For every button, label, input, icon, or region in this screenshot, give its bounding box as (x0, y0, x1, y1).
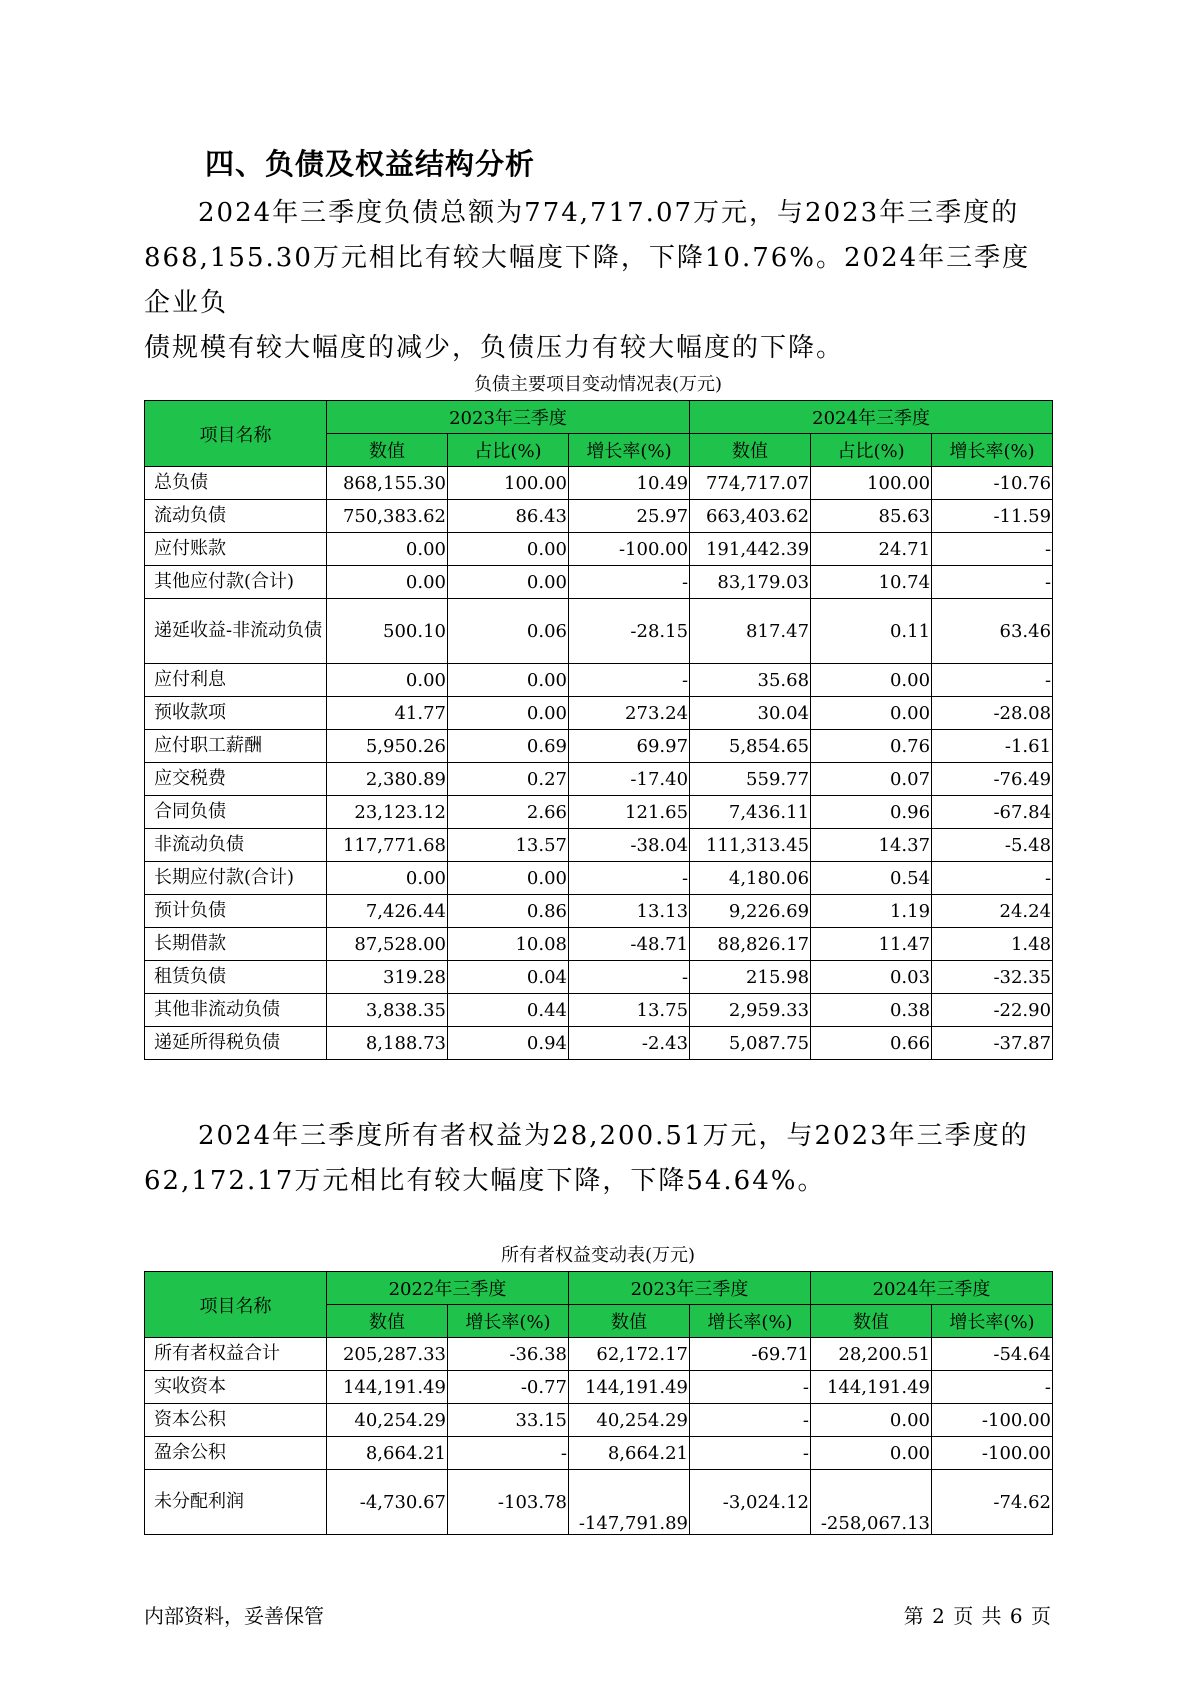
row-label-cell: 预收款项 (145, 697, 327, 730)
row-label-cell: 其他非流动负债 (145, 994, 327, 1027)
value-cell: 0.04 (448, 961, 569, 994)
table-row (145, 862, 1053, 895)
table-row (145, 994, 1053, 1027)
table-row (145, 1371, 1053, 1404)
value-cell: 13.57 (448, 829, 569, 862)
table-row (145, 730, 1053, 763)
value-cell: 774,717.07 (690, 467, 811, 500)
value-cell: 0.44 (448, 994, 569, 1027)
value-cell: - (448, 1437, 569, 1470)
value-cell: -22.90 (932, 994, 1053, 1027)
value-cell: 2,380.89 (327, 763, 448, 796)
table-row (145, 1027, 1053, 1060)
value-cell: -5.48 (932, 829, 1053, 862)
value-cell: 88,826.17 (690, 928, 811, 961)
column-header: 增长率(%) (932, 1305, 1053, 1338)
value-cell: 0.00 (811, 664, 932, 697)
value-cell: -67.84 (932, 796, 1053, 829)
period-header: 2024年三季度 (811, 1272, 1053, 1305)
value-cell: -147,791.89 (569, 1470, 690, 1535)
value-cell: 117,771.68 (327, 829, 448, 862)
value-cell: 14.37 (811, 829, 932, 862)
row-label-cell: 实收资本 (145, 1371, 327, 1404)
value-cell: 30.04 (690, 697, 811, 730)
value-cell: 62,172.17 (569, 1338, 690, 1371)
value-cell: 0.54 (811, 862, 932, 895)
value-cell: 3,838.35 (327, 994, 448, 1027)
row-label-cell: 其他应付款(合计) (145, 566, 327, 599)
value-cell: - (690, 1437, 811, 1470)
value-cell: -54.64 (932, 1338, 1053, 1371)
value-cell: - (569, 664, 690, 697)
period-header: 2024年三季度 (690, 401, 1053, 434)
value-cell: -2.43 (569, 1027, 690, 1060)
value-cell: 1.48 (932, 928, 1053, 961)
table-row (145, 829, 1053, 862)
row-label-cell: 递延所得税负债 (145, 1027, 327, 1060)
row-label-cell: 预计负债 (145, 895, 327, 928)
value-cell: - (932, 566, 1053, 599)
column-header: 增长率(%) (569, 434, 690, 467)
column-header: 数值 (811, 1305, 932, 1338)
value-cell: 0.69 (448, 730, 569, 763)
value-cell: -3,024.12 (690, 1470, 811, 1535)
value-cell: -100.00 (932, 1437, 1053, 1470)
value-cell: -103.78 (448, 1470, 569, 1535)
column-header: 增长率(%) (932, 434, 1053, 467)
column-header: 增长率(%) (690, 1305, 811, 1338)
table-row (145, 796, 1053, 829)
value-cell: 0.06 (448, 599, 569, 664)
row-label-cell: 递延收益-非流动负债 (145, 599, 327, 664)
value-cell: 0.00 (327, 566, 448, 599)
value-cell: - (932, 664, 1053, 697)
value-cell: 9,226.69 (690, 895, 811, 928)
value-cell: -28.15 (569, 599, 690, 664)
value-cell: 0.94 (448, 1027, 569, 1060)
value-cell: -0.77 (448, 1371, 569, 1404)
table-row (145, 467, 1053, 500)
value-cell: 0.00 (811, 1404, 932, 1437)
value-cell: 41.77 (327, 697, 448, 730)
value-cell: 87,528.00 (327, 928, 448, 961)
value-cell: 4,180.06 (690, 862, 811, 895)
row-label-cell: 应付利息 (145, 664, 327, 697)
row-label-cell: 应付职工薪酬 (145, 730, 327, 763)
value-cell: 10.49 (569, 467, 690, 500)
value-cell: 7,436.11 (690, 796, 811, 829)
value-cell: 100.00 (448, 467, 569, 500)
row-label-cell: 盈余公积 (145, 1437, 327, 1470)
row-label-cell: 应付账款 (145, 533, 327, 566)
value-cell: 0.00 (327, 664, 448, 697)
value-cell: 215.98 (690, 961, 811, 994)
value-cell: 0.00 (448, 697, 569, 730)
value-cell: 0.00 (448, 566, 569, 599)
value-cell: 0.00 (327, 862, 448, 895)
value-cell: - (569, 566, 690, 599)
row-label-cell: 资本公积 (145, 1404, 327, 1437)
value-cell: 191,442.39 (690, 533, 811, 566)
column-header-item-name: 项目名称 (145, 401, 327, 467)
paragraph-line: 债规模有较大幅度的减少，负债压力有较大幅度的下降。 (144, 333, 845, 363)
value-cell: 559.77 (690, 763, 811, 796)
value-cell: -1.61 (932, 730, 1053, 763)
column-header: 占比(%) (811, 434, 932, 467)
table-row (145, 1470, 1053, 1535)
value-cell: 40,254.29 (569, 1404, 690, 1437)
value-cell: 273.24 (569, 697, 690, 730)
value-cell: 8,664.21 (569, 1437, 690, 1470)
value-cell: -76.49 (932, 763, 1053, 796)
value-cell: 5,950.26 (327, 730, 448, 763)
liability-summary-paragraph (144, 191, 1049, 371)
value-cell: 0.96 (811, 796, 932, 829)
value-cell: 2.66 (448, 796, 569, 829)
value-cell: -37.87 (932, 1027, 1053, 1060)
value-cell: 0.11 (811, 599, 932, 664)
value-cell: 5,087.75 (690, 1027, 811, 1060)
value-cell: 24.24 (932, 895, 1053, 928)
table-row (145, 895, 1053, 928)
column-header-item-name: 项目名称 (145, 1272, 327, 1338)
value-cell: 24.71 (811, 533, 932, 566)
value-cell: 83,179.03 (690, 566, 811, 599)
value-cell: -100.00 (569, 533, 690, 566)
period-header: 2022年三季度 (327, 1272, 569, 1305)
value-cell: -258,067.13 (811, 1470, 932, 1535)
liability-table-body (145, 467, 1053, 1060)
period-header: 2023年三季度 (327, 401, 690, 434)
value-cell: - (932, 1371, 1053, 1404)
table-row (145, 961, 1053, 994)
value-cell: - (932, 862, 1053, 895)
table-row (145, 500, 1053, 533)
footer-page-number: 第 2 页 共 6 页 (903, 1604, 1052, 1628)
value-cell: 40,254.29 (327, 1404, 448, 1437)
value-cell: -28.08 (932, 697, 1053, 730)
table-row (145, 599, 1053, 664)
value-cell: 144,191.49 (569, 1371, 690, 1404)
value-cell: - (690, 1404, 811, 1437)
column-header: 占比(%) (448, 434, 569, 467)
row-label-cell: 流动负债 (145, 500, 327, 533)
value-cell: 0.76 (811, 730, 932, 763)
table-row (145, 664, 1053, 697)
value-cell: 33.15 (448, 1404, 569, 1437)
value-cell: 817.47 (690, 599, 811, 664)
table-row (145, 928, 1053, 961)
value-cell: - (569, 961, 690, 994)
value-cell: -4,730.67 (327, 1470, 448, 1535)
value-cell: 868,155.30 (327, 467, 448, 500)
value-cell: 144,191.49 (811, 1371, 932, 1404)
value-cell: - (569, 862, 690, 895)
row-label-cell: 租赁负债 (145, 961, 327, 994)
value-cell: - (932, 533, 1053, 566)
value-cell: 7,426.44 (327, 895, 448, 928)
row-label-cell: 长期借款 (145, 928, 327, 961)
section-heading: 四、负债及权益结构分析 (205, 147, 536, 181)
value-cell: 11.47 (811, 928, 932, 961)
table-row (145, 1437, 1053, 1470)
value-cell: 319.28 (327, 961, 448, 994)
table-row (145, 566, 1053, 599)
value-cell: 0.00 (448, 533, 569, 566)
value-cell: 100.00 (811, 467, 932, 500)
equity-summary-paragraph (144, 1114, 1049, 1204)
row-label-cell: 总负债 (145, 467, 327, 500)
value-cell: 8,188.73 (327, 1027, 448, 1060)
value-cell: 0.07 (811, 763, 932, 796)
column-header: 数值 (327, 434, 448, 467)
value-cell: 144,191.49 (327, 1371, 448, 1404)
row-label-cell: 合同负债 (145, 796, 327, 829)
value-cell: -36.38 (448, 1338, 569, 1371)
value-cell: 0.66 (811, 1027, 932, 1060)
value-cell: -11.59 (932, 500, 1053, 533)
value-cell: 85.63 (811, 500, 932, 533)
table-row (145, 1404, 1053, 1437)
value-cell: 0.27 (448, 763, 569, 796)
row-label-cell: 非流动负债 (145, 829, 327, 862)
value-cell: -10.76 (932, 467, 1053, 500)
value-cell: 0.00 (448, 664, 569, 697)
row-label-cell: 未分配利润 (145, 1470, 327, 1535)
paragraph-line: 62,172.17万元相比有较大幅度下降，下降54.64%。 (144, 1166, 826, 1196)
equity-table (144, 1271, 1053, 1535)
liability-table-caption: 负债主要项目变动情况表(万元) (473, 374, 723, 395)
table-row (145, 533, 1053, 566)
value-cell: -74.62 (932, 1470, 1053, 1535)
value-cell: 23,123.12 (327, 796, 448, 829)
value-cell: - (690, 1371, 811, 1404)
row-label-cell: 应交税费 (145, 763, 327, 796)
value-cell: 663,403.62 (690, 500, 811, 533)
period-header: 2023年三季度 (569, 1272, 811, 1305)
paragraph-line: 2024年三季度所有者权益为28,200.51万元，与2023年三季度的 (198, 1121, 1029, 1151)
table-row (145, 697, 1053, 730)
value-cell: 25.97 (569, 500, 690, 533)
value-cell: 13.75 (569, 994, 690, 1027)
value-cell: -48.71 (569, 928, 690, 961)
value-cell: 121.65 (569, 796, 690, 829)
value-cell: 5,854.65 (690, 730, 811, 763)
value-cell: 35.68 (690, 664, 811, 697)
column-header: 增长率(%) (448, 1305, 569, 1338)
value-cell: 28,200.51 (811, 1338, 932, 1371)
row-label-cell: 所有者权益合计 (145, 1338, 327, 1371)
value-cell: 13.13 (569, 895, 690, 928)
value-cell: 750,383.62 (327, 500, 448, 533)
equity-table-body (145, 1338, 1053, 1535)
value-cell: -32.35 (932, 961, 1053, 994)
table-row (145, 1338, 1053, 1371)
value-cell: 2,959.33 (690, 994, 811, 1027)
value-cell: -17.40 (569, 763, 690, 796)
value-cell: 10.74 (811, 566, 932, 599)
value-cell: 0.00 (327, 533, 448, 566)
value-cell: 0.00 (448, 862, 569, 895)
value-cell: 205,287.33 (327, 1338, 448, 1371)
value-cell: -69.71 (690, 1338, 811, 1371)
value-cell: 63.46 (932, 599, 1053, 664)
row-label-cell: 长期应付款(合计) (145, 862, 327, 895)
value-cell: -38.04 (569, 829, 690, 862)
paragraph-line: 2024年三季度负债总额为774,717.07万元，与2023年三季度的 (198, 198, 1020, 228)
value-cell: 8,664.21 (327, 1437, 448, 1470)
value-cell: -100.00 (932, 1404, 1053, 1437)
footer-confidential-note: 内部资料，妥善保管 (144, 1604, 324, 1628)
value-cell: 111,313.45 (690, 829, 811, 862)
column-header: 数值 (327, 1305, 448, 1338)
liability-table (144, 400, 1053, 1060)
column-header: 数值 (569, 1305, 690, 1338)
value-cell: 0.00 (811, 1437, 932, 1470)
value-cell: 0.03 (811, 961, 932, 994)
value-cell: 0.38 (811, 994, 932, 1027)
value-cell: 0.86 (448, 895, 569, 928)
equity-table-caption: 所有者权益变动表(万元) (500, 1245, 696, 1266)
value-cell: 69.97 (569, 730, 690, 763)
column-header: 数值 (690, 434, 811, 467)
value-cell: 1.19 (811, 895, 932, 928)
value-cell: 0.00 (811, 697, 932, 730)
value-cell: 500.10 (327, 599, 448, 664)
table-row (145, 763, 1053, 796)
paragraph-line: 868,155.30万元相比有较大幅度下降，下降10.76%。2024年三季度企业负 (144, 243, 1031, 318)
value-cell: 10.08 (448, 928, 569, 961)
value-cell: 86.43 (448, 500, 569, 533)
